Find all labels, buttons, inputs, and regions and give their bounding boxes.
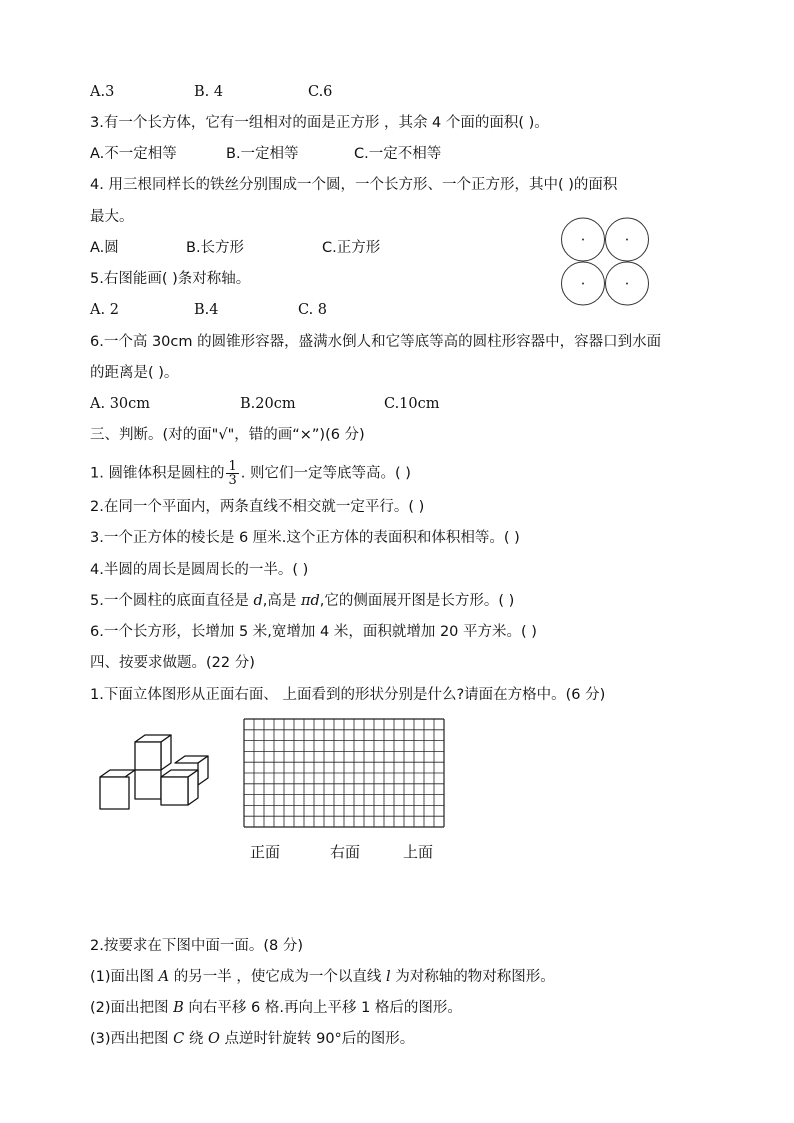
q6-option-b: B.20cm <box>240 396 296 412</box>
s4-q2-p1 <box>90 967 555 987</box>
q2-option-b: B. 4 <box>194 84 224 100</box>
q4-line2: 最大。 <box>90 209 134 225</box>
s4-q1: 1.下面立体图形从正面右面、 上面看到的形状分别是什么?请面在方格中。(6 分) <box>90 687 606 703</box>
cube-figure <box>96 732 212 812</box>
s4-q2-p1-part1: (1)面出图 <box>90 969 159 985</box>
q3-text: 3.有一个长方体，它有一组相对的面是正方形 ，其余 4 个面的面积( )。 <box>90 115 549 131</box>
s3-q6: 6.一个长方形，长增加 5 米,宽增加 4 米，面积就增加 20 平方米。( ) <box>90 624 537 640</box>
line-l-var: l <box>385 969 391 985</box>
figure-a-var: A <box>158 969 170 985</box>
s3-q3: 3.一个正方体的棱长是 6 厘米.这个正方体的表面积和体积相等。( ) <box>90 530 520 546</box>
view-label-right: 右面 <box>330 843 361 861</box>
q6-line2: 的距离是( )。 <box>90 365 179 381</box>
s4-q2-p2-part2: 向右平移 6 格.再向上平移 1 格后的图形。 <box>183 1000 462 1016</box>
s3-q5-part1: 5.一个圆柱的底面直径是 <box>90 593 254 609</box>
s4-q2-p2 <box>90 998 462 1018</box>
q5-option-a: A. 2 <box>90 302 119 318</box>
s4-q2-p3 <box>90 1029 414 1049</box>
section4-heading: 四、按要求做题。(22 分) <box>90 655 255 671</box>
grid-paper[interactable] <box>243 718 445 828</box>
s3-q1-suffix: . 则它们一定等底等高。( ) <box>240 465 411 482</box>
point-o-var: O <box>207 1031 220 1047</box>
q5-text: 5.右图能画( )条对称轴。 <box>90 271 251 287</box>
fraction-one-third <box>226 460 238 487</box>
view-label-top: 上面 <box>403 843 434 861</box>
q2-option-c: C.6 <box>308 84 333 100</box>
s3-q2: 2.在同一个平面内，两条直线不相交就一定平行。( ) <box>90 499 425 515</box>
figure-c-var: C <box>173 1031 185 1047</box>
s3-q1 <box>90 460 411 487</box>
q4-option-a: A.圆 <box>90 240 119 256</box>
fraction-numerator: 1 <box>228 459 237 474</box>
q4-options <box>90 238 380 258</box>
q4-option-c: C.正方形 <box>322 240 381 256</box>
q3-options <box>90 144 441 164</box>
s4-q2-p3-part1: (3)西出把图 <box>90 1031 174 1047</box>
s4-q2-p3-part2: 绕 <box>184 1031 208 1047</box>
q6-options <box>90 394 440 414</box>
s4-q2-p1-part2: 的另一半 ，使它成为一个以直线 <box>169 969 386 985</box>
q2-option-a: A.3 <box>90 84 115 100</box>
q6-line1: 6.一个高 30cm 的圆锥形容器，盛满水倒人和它等底等高的圆柱形容器中，容器口到水面 <box>90 334 662 350</box>
q5-options <box>90 300 327 320</box>
s4-q2-title: 2.按要求在下图中面一面。(8 分) <box>90 938 303 954</box>
s4-q2-p2-part1: (2)面出把图 <box>90 1000 174 1016</box>
view-label-front: 正面 <box>250 843 281 861</box>
q5-option-c: C. 8 <box>298 302 328 318</box>
q6-option-a: A. 30cm <box>90 396 151 412</box>
q4-line1: 4. 用三根同样长的铁丝分别围成一个圆，一个长方形、一个正方形，其中( )的面积 <box>90 177 618 193</box>
s3-q5 <box>90 591 514 611</box>
s3-q5-var-pid: πd <box>300 593 320 609</box>
q2-options <box>90 82 332 102</box>
q6-option-c: C.10cm <box>384 396 440 412</box>
s3-q4: 4.半圆的周长是圆周长的一半。( ) <box>90 562 309 578</box>
q3-option-b: B.一定相等 <box>226 146 299 162</box>
q4-option-b: B.长方形 <box>186 240 245 256</box>
s3-q5-var-d: d <box>253 593 263 609</box>
s3-q5-part2: ,高是 <box>262 593 301 609</box>
s3-q1-prefix: 1. 圆锥体积是圆柱的 <box>90 465 225 482</box>
s3-q5-part3: ,它的侧面展开图是长方形。( ) <box>319 593 515 609</box>
four-circles-figure <box>560 217 652 307</box>
fraction-denominator: 3 <box>228 473 237 488</box>
q3-option-c: C.一定不相等 <box>354 146 442 162</box>
figure-b-var: B <box>173 1000 184 1016</box>
s4-q2-p3-part3: 点逆时针旋转 90°后的图形。 <box>219 1031 415 1047</box>
section3-heading: 三、判断。(对的面"√"，错的画“×”)(6 分) <box>90 427 365 443</box>
q5-option-b: B.4 <box>194 302 219 318</box>
s4-q2-p1-part3: 为对称轴的物对称图形。 <box>390 969 555 985</box>
q3-option-a: A.不一定相等 <box>90 146 177 162</box>
